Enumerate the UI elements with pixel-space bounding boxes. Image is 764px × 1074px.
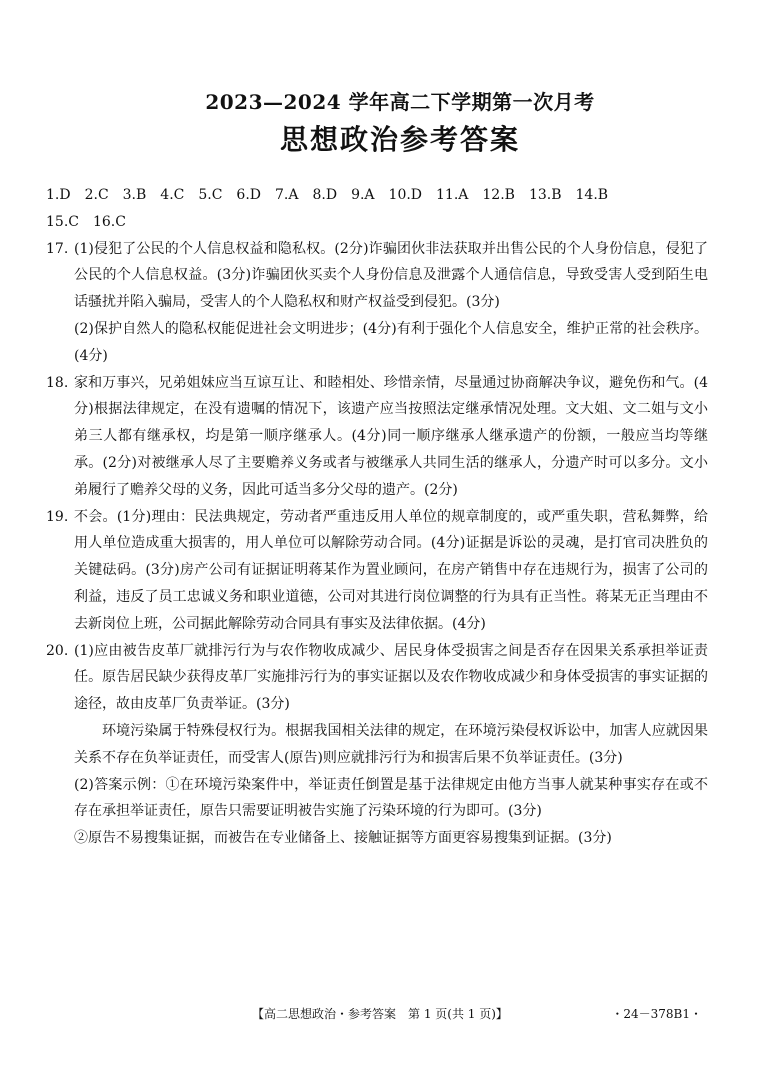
subject-title: 思想政治参考答案	[279, 123, 520, 156]
question-number: 17.	[46, 240, 69, 257]
answer-content	[46, 182, 708, 852]
exam-title: 2023—2024 学年高二下学期第一次月考	[205, 90, 595, 114]
answer-paragraph: 不会。(1分)理由：民法典规定，劳动者严重违反用人单位的规章制度的，或严重失职，营私舞弊，给用人单位造成重大损害的，用人单位可以解除劳动合同。(4分)证据是诉讼的灵魂，是打官司决胜负的关键砝码。(3分)房产公司有证据证明蒋某作为置业顾问，在房产销售中存在违规行为，损害了公司的利益，违反了员工忠诚义务和职业道德，公司对其进行岗位调整的行为具有正当性。蒋某无正当理由不去新岗位上班，公司据此解除劳动合同具有事实及法律依据。(4分)	[74, 508, 708, 632]
answer-paragraph: (2)答案示例：①在环境污染案件中，举证责任倒置是基于法律规定由他方当事人就某种事实存在或不存在承担举证责任，原告只需要证明被告实施了污染环境的行为即可。(3分)	[74, 776, 708, 820]
question-number: 19.	[46, 508, 69, 525]
footer-page-info: 【高二思想政治・参考答案 第 1 页(共 1 页)】	[252, 1007, 508, 1021]
question-number: 20.	[46, 642, 69, 659]
answer-paragraph: (1)应由被告皮革厂就排污行为与农作物收成减少、居民身体受损害之间是否存在因果关系承担举证责任。原告居民缺少获得皮革厂实施排污行为的事实证据以及农作物收成减少和身体受损害的事实证据的途径，故由皮革厂负责举证。(3分)	[74, 642, 708, 713]
answer-paragraph: 环境污染属于特殊侵权行为。根据我国相关法律的规定，在环境污染侵权诉讼中，加害人应就因果关系不存在负举证责任，而受害人(原告)则应就排污行为和损害后果不负举证责任。(3分)	[74, 722, 708, 766]
answer-paragraph: 家和万事兴，兄弟姐妹应当互谅互让、和睦相处、珍惜亲情，尽量通过协商解决争议，避免伤和气。(4分)根据法律规定，在没有遗嘱的情况下，该遗产应当按照法定继承情况处理。文大姐、文二姐与文小弟三人都有继承权，均是第一顺序继承人。(4分)同一顺序继承人继承遗产的份额，一般应当均等继承。(2分)对被继承人尽了主要赡养义务或者与被继承人共同生活的继承人，分遗产时可以多分。文小弟履行了赡养父母的义务，因此可适当多分父母的遗产。(2分)	[74, 374, 708, 498]
footer-doc-code: ・24－378B1・	[611, 1007, 702, 1021]
question-19	[46, 504, 708, 638]
mc-line-1: 1.D 2.C 3.B 4.C 5.C 6.D 7.A 8.D 9.A 10.D 11.A 12.B 13.B 14.B	[46, 187, 609, 203]
answer-paragraph: (2)保护自然人的隐私权能促进社会文明进步；(4分)有利于强化个人信息安全，维护正常的社会秩序。(4分)	[74, 320, 708, 364]
question-17	[46, 236, 708, 370]
answer-paragraph: (1)侵犯了公民的个人信息权益和隐私权。(2分)诈骗团伙非法获取并出售公民的个人身份信息，侵犯了公民的个人信息权益。(3分)诈骗团伙买卖个人身份信息及泄露个人通信信息，导致受害人受到陌生电话骚扰并陷入骗局，受害人的个人隐私权和财产权益受到侵犯。(3分)	[74, 240, 708, 311]
question-18	[46, 370, 708, 504]
answer-paragraph: ②原告不易搜集证据，而被告在专业储备上、接触证据等方面更容易搜集到证据。(3分)	[74, 830, 612, 847]
page-footer	[0, 1005, 764, 1025]
question-number: 18.	[46, 374, 69, 391]
question-20	[46, 638, 708, 852]
mc-line-2: 15.C 16.C	[46, 213, 126, 230]
multiple-choice-answers	[46, 182, 708, 236]
